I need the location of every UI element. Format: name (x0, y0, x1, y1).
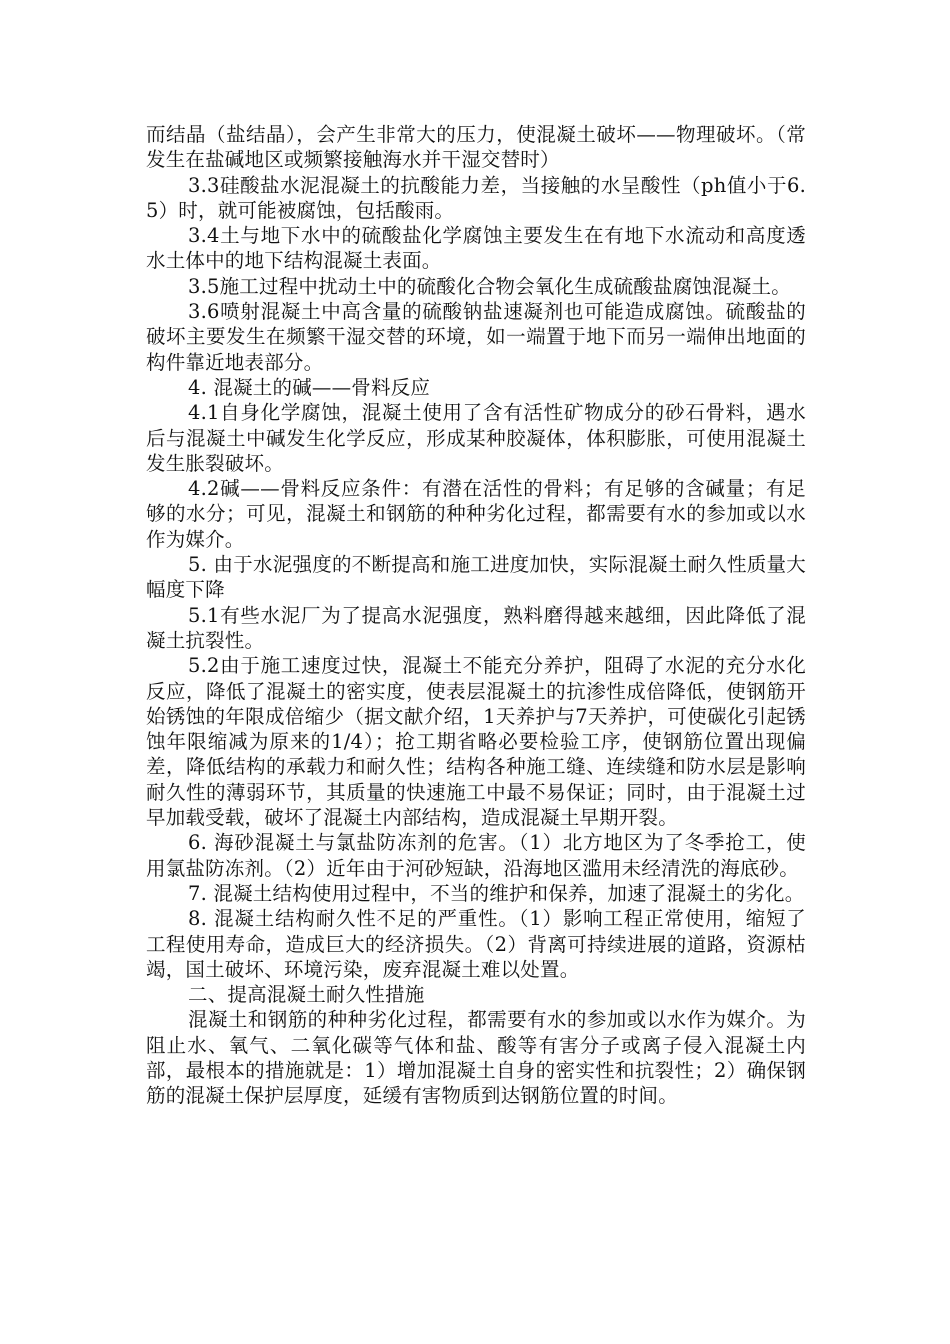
paragraph-5: 3.6喷射混凝土中高含量的硫酸钠盐速凝剂也可能造成腐蚀。硫酸盐的破坏主要发生在频繁干湿交替的环境，如一端置于地下而另一端伸出地面的构件靠近地表部分。 (146, 300, 806, 374)
section-heading-4: 4. 混凝土的碱——骨料反应 (188, 375, 431, 399)
paragraph-7: 4.1自身化学腐蚀，混凝土使用了含有活性矿物成分的砂石骨料，遇水后与混凝土中碱发生化学反应，形成某种胶凝体，体积膨胀，可使用混凝土发生胀裂破坏。 (146, 401, 806, 475)
paragraph-2: 3.3硅酸盐水泥混凝土的抗酸能力差，当接触的水呈酸性（ph值小于6.5）时，就可能被腐蚀，包括酸雨。 (146, 173, 806, 222)
paragraph-10: 5.1有些水泥厂为了提高水泥强度，熟料磨得越来越细，因此降低了混凝土抗裂性。 (146, 603, 806, 652)
paragraph-4: 3.5施工过程中扰动土中的硫酸化合物会氧化生成硫酸盐腐蚀混凝土。 (188, 274, 791, 298)
document-body (146, 122, 806, 1109)
section-heading-2: 二、提高混凝土耐久性措施 (188, 983, 425, 1007)
paragraph-16: 混凝土和钢筋的种种劣化过程，都需要有水的参加或以水作为媒介。为阻止水、氧气、二氧化碳等气体和盐、酸等有害分子或离子侵入混凝土内部，最根本的措施就是：1）增加混凝土自身的密实性和抗裂性；2）确保钢筋的混凝土保护层厚度，延缓有害物质到达钢筋位置的时间。 (146, 1008, 806, 1108)
paragraph-8: 4.2碱——骨料反应条件：有潜在活性的骨料；有足够的含碱量；有足够的水分；可见，混凝土和钢筋的种种劣化过程，都需要有水的参加或以水作为媒介。 (146, 477, 806, 551)
paragraph-14: 8. 混凝土结构耐久性不足的严重性。（1）影响工程正常使用，缩短了工程使用寿命，造成巨大的经济损失。（2）背离可持续进展的道路，资源枯竭，国土破坏、环境污染，废弃混凝土难以处置。 (146, 907, 806, 981)
section-heading-5: 5. 由于水泥强度的不断提高和施工进度加快，实际混凝土耐久性质量大幅度下降 (146, 553, 806, 602)
paragraph-12: 6. 海砂混凝土与氯盐防冻剂的危害。（1）北方地区为了冬季抢工，使用氯盐防冻剂。（2）近年由于河砂短缺，沿海地区滥用未经清洗的海底砂。 (146, 831, 806, 880)
paragraph-11: 5.2由于施工速度过快，混凝土不能充分养护，阻碍了水泥的充分水化反应，降低了混凝土的密实度，使表层混凝土的抗渗性成倍降低，使钢筋开始锈蚀的年限成倍缩少（据文献介绍，1天养护与7天养护，可使碳化引起锈蚀年限缩减为原来的1/4）；抢工期省略必要检验工序，使钢筋位置出现偏差，降低结构的承载力和耐久性；结构各种施工缝、连续缝和防水层是影响耐久性的薄弱环节，其质量的快速施工中最不易保证；同时，由于混凝土过早加载受载，破坏了混凝土内部结构，造成混凝土早期开裂。 (146, 654, 806, 830)
paragraph-13: 7. 混凝土结构使用过程中，不当的维护和保养，加速了混凝土的劣化。 (188, 881, 805, 905)
paragraph-1: 而结晶（盐结晶），会产生非常大的压力，使混凝土破坏——物理破坏。（常发生在盐碱地区或频繁接触海水并干湿交替时） (146, 123, 806, 172)
paragraph-3: 3.4土与地下水中的硫酸盐化学腐蚀主要发生在有地下水流动和高度透水土体中的地下结构混凝土表面。 (146, 224, 806, 273)
